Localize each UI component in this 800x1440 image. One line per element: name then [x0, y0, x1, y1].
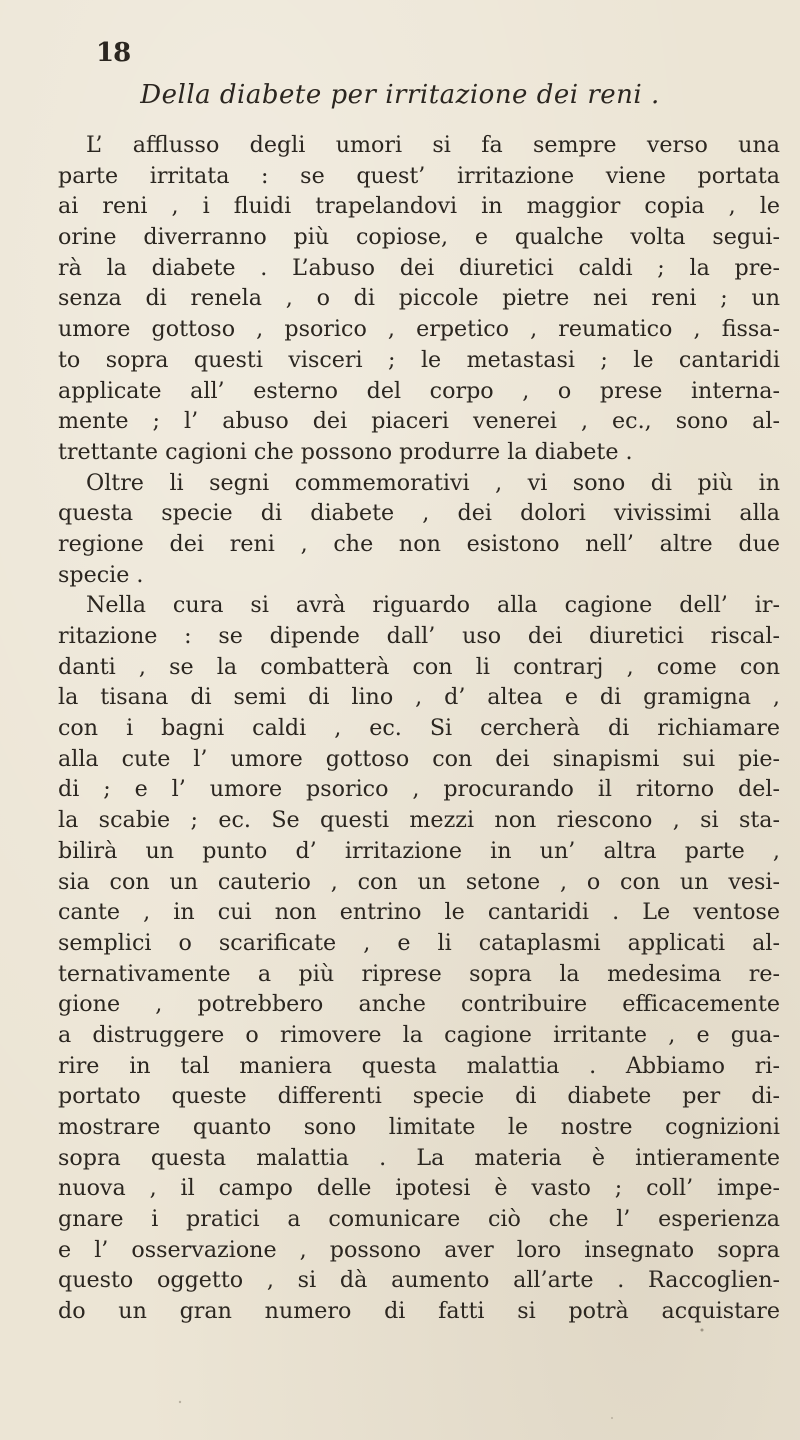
- paper-speck: [611, 1417, 613, 1419]
- text-line: to sopra questi visceri ; le metastasi ; le cantaridi: [58, 346, 780, 373]
- text-line: sopra questa malattia . La materia è intieramente: [58, 1144, 780, 1171]
- text-line: specie .: [58, 561, 144, 588]
- text-line: alla cute l’ umore gottoso con dei sinapismi sui pie-: [58, 745, 780, 772]
- text-line: do un gran numero di fatti si potrà acquistare: [58, 1298, 780, 1325]
- text-line: Oltre li segni commemorativi , vi sono di più in: [86, 469, 780, 496]
- text-line: regione dei reni , che non esistono nell’ altre due: [58, 530, 780, 557]
- text-line: ritazione : se dipende dall’ uso dei diuretici riscal-: [58, 623, 780, 649]
- text-line: mostrare quanto sono limitate le nostre cognizioni: [58, 1114, 780, 1140]
- text-line: la scabie ; ec. Se questi mezzi non riescono , si sta-: [58, 807, 780, 834]
- text-line: la tisana di semi di lino , d’ altea e di gramigna ,: [58, 684, 780, 711]
- text-line: ternativamente a più riprese sopra la medesima re-: [58, 960, 780, 987]
- text-line: mente ; l’ abuso dei piaceri venerei , ec., sono al-: [58, 408, 780, 435]
- text-line: Nella cura si avrà riguardo alla cagione dell’ ir-: [86, 592, 780, 619]
- text-line: rà la diabete . L’abuso dei diuretici caldi ; la pre-: [58, 254, 780, 281]
- text-line: umore gottoso , psorico , erpetico , reumatico , fissa-: [58, 316, 780, 343]
- text-line: applicate all’ esterno del corpo , o prese interna-: [58, 377, 780, 404]
- text-line: nuova , il campo delle ipotesi è vasto ; coll’ impe-: [58, 1175, 780, 1202]
- text-line: cante , in cui non entrino le cantaridi . Le ventose: [58, 899, 780, 926]
- text-line: parte irritata : se quest’ irritazione viene portata: [58, 162, 780, 189]
- text-line: rire in tal maniera questa malattia . Abbiamo ri-: [58, 1052, 780, 1079]
- text-line: a distruggere o rimovere la cagione irritante , e gua-: [58, 1021, 780, 1048]
- text-line: L’ afflusso degli umori si fa sempre verso una: [86, 132, 780, 158]
- text-line: senza di renela , o di piccole pietre nei reni ; un: [58, 285, 780, 312]
- text-line: gione , potrebbero anche contribuire efficacemente: [58, 991, 780, 1018]
- text-line: questo oggetto , si dà aumento all’arte . Raccoglien-: [58, 1267, 780, 1294]
- text-line: sia con un cauterio , con un setone , o con un vesi-: [58, 868, 780, 895]
- text-line: trettante cagioni che possono produrre la diabete .: [58, 438, 633, 465]
- text-line: orine diverranno più copiose, e qualche volta segui-: [58, 224, 780, 251]
- text-line: bilirà un punto d’ irritazione in un’ altra parte ,: [58, 837, 780, 864]
- text-line: e l’ osservazione , possono aver loro insegnato sopra: [58, 1236, 780, 1263]
- page-number: 18: [96, 38, 131, 68]
- text-line: semplici o scarificate , e li cataplasmi applicati al-: [58, 929, 780, 956]
- text-line: danti , se la combatterà con li contrarj , come con: [58, 653, 780, 680]
- text-line: portato queste differenti specie di diabete per di-: [58, 1083, 780, 1110]
- running-head: Della diabete per irritazione dei reni .: [140, 80, 660, 110]
- text-line: gnare i pratici a comunicare ciò che l’ esperienza: [58, 1206, 780, 1233]
- text-line: con i bagni caldi , ec. Si cercherà di richiamare: [58, 715, 780, 742]
- paper-speck: [701, 1329, 704, 1332]
- text-line: ai reni , i fluidi trapelandovi in maggior copia , le: [58, 193, 780, 220]
- text-line: di ; e l’ umore psorico , procurando il ritorno del-: [58, 776, 780, 803]
- text-line: questa specie di diabete , dei dolori vivissimi alla: [58, 500, 780, 527]
- paper-speck: [179, 1401, 181, 1403]
- body-text: [58, 130, 780, 1327]
